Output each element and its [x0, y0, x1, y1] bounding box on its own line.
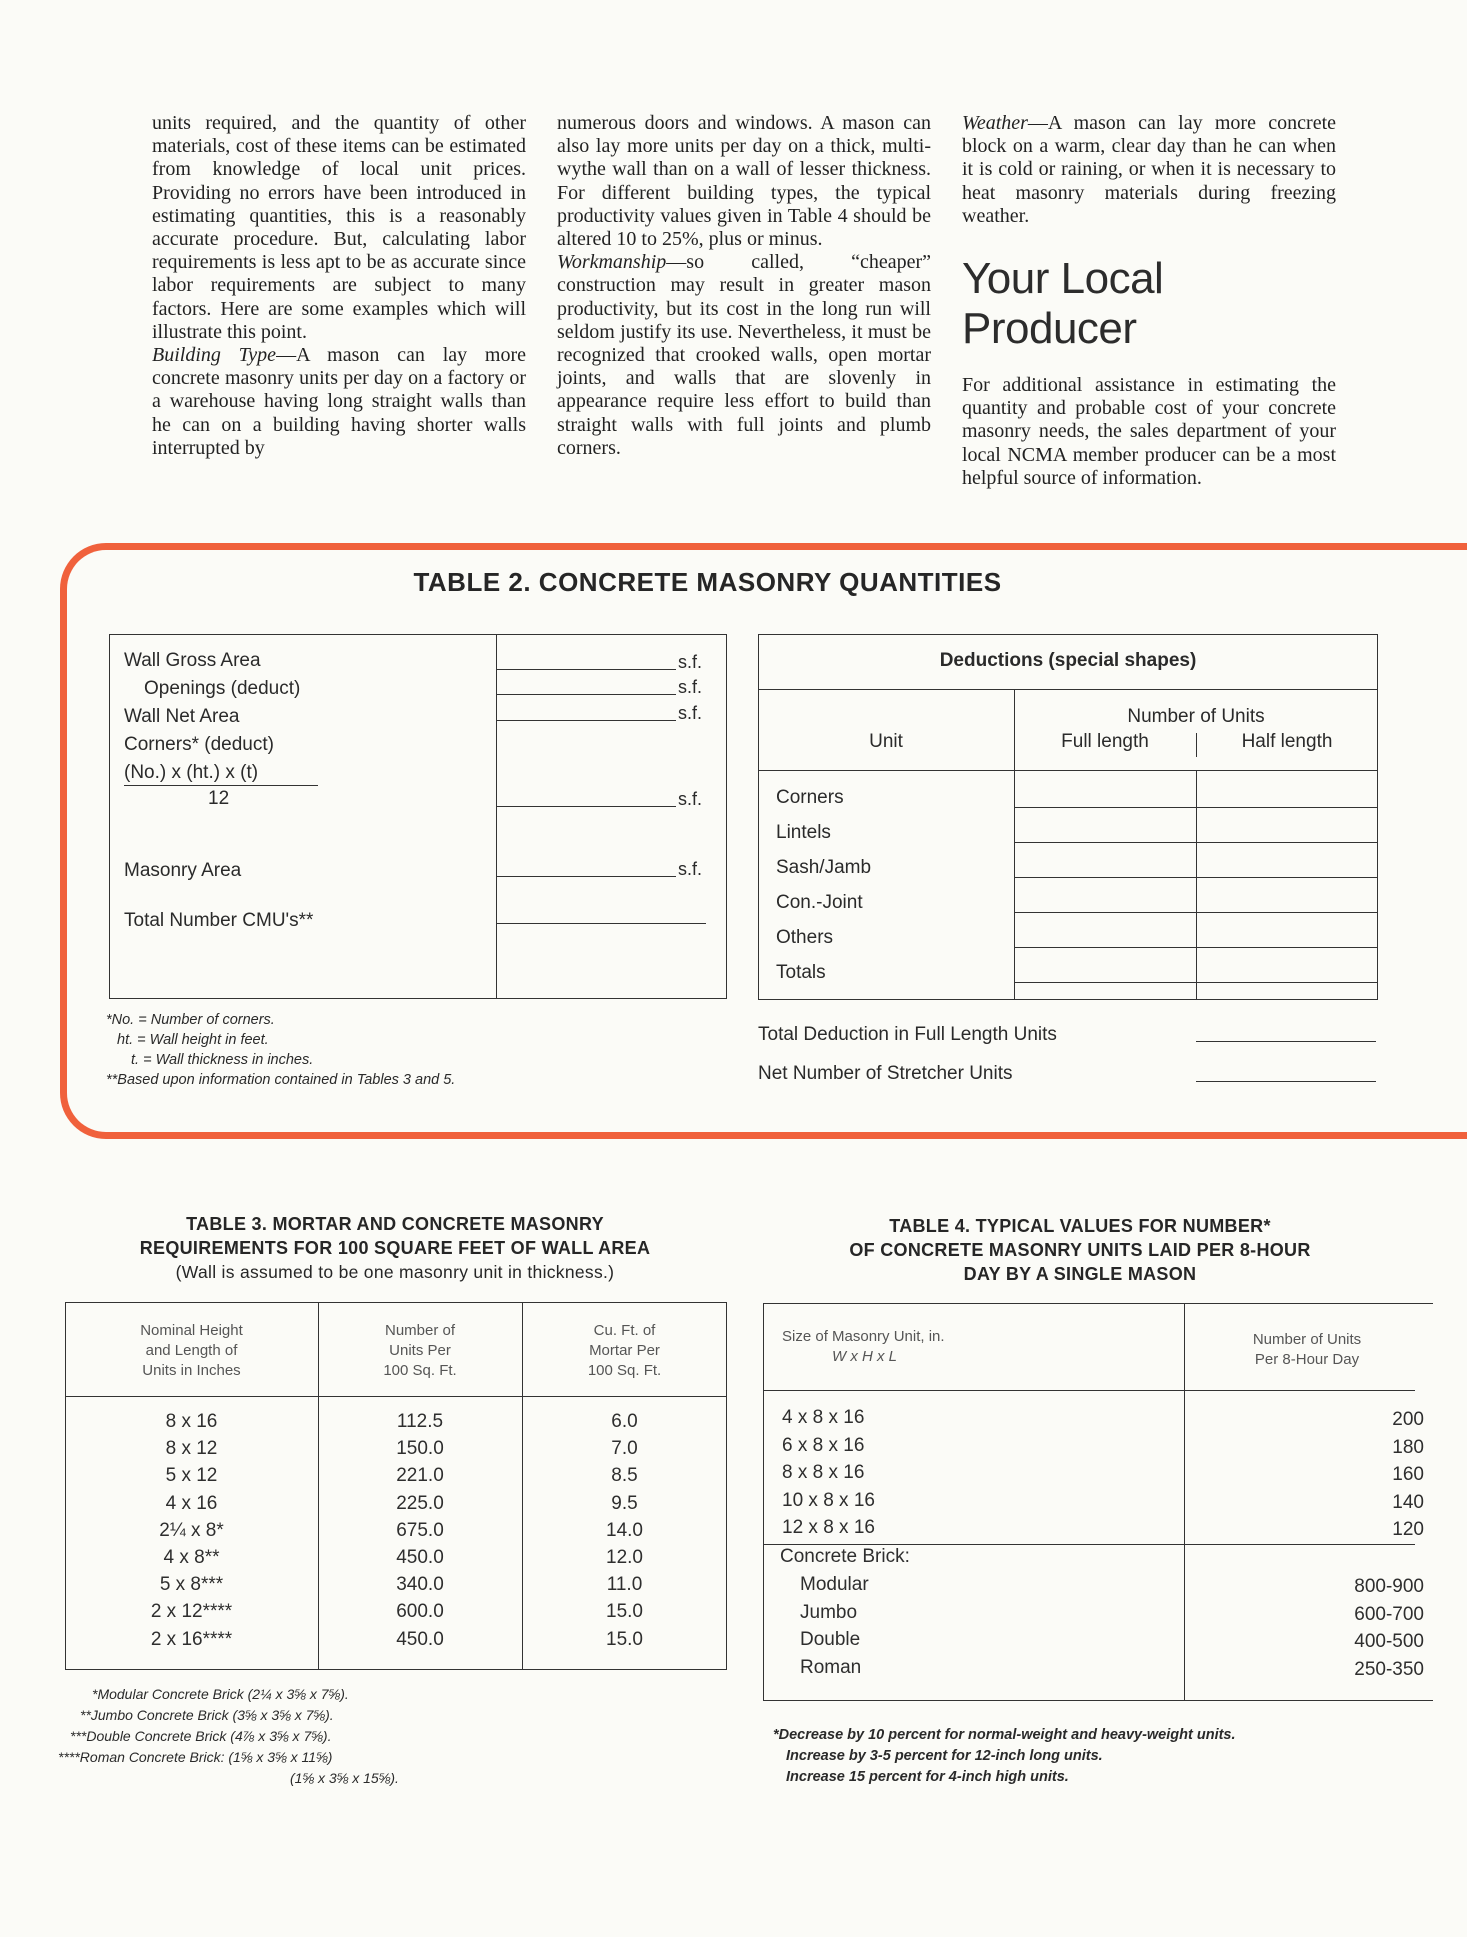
entry-line — [496, 669, 676, 670]
table3-cell: 9.5 — [611, 1492, 638, 1514]
table4-footnote: *Decrease by 10 percent for normal-weight and heavy-weight units. — [773, 1727, 1236, 1743]
table3-cell: 2¼ x 8* — [159, 1519, 224, 1541]
table3-footnote: **Jumbo Concrete Brick (3⅝ x 3⅝ x 7⅝). — [80, 1707, 334, 1723]
table3-cell: 225.0 — [396, 1492, 444, 1514]
unit-sf: s.f. — [678, 703, 703, 723]
row-line — [1014, 877, 1378, 878]
table4-count-cell: 140 — [1392, 1491, 1424, 1513]
table3-cell: 8 x 16 — [165, 1411, 218, 1432]
table2-footnote: t. = Wall thickness in inches. — [131, 1052, 314, 1068]
entry-line — [1196, 1081, 1376, 1082]
divider — [1196, 770, 1197, 1000]
corners-label: Corners* (deduct) — [124, 734, 274, 755]
entry-line — [496, 806, 676, 807]
table3-cell: 8 x 12 — [165, 1438, 218, 1460]
paragraph: Workmanship—so called, “cheaper” construction may result in greater mason productivity, but its cost in the long run will seldom justify its use. Nevertheless, it must be recognized that crooked walls, open mortar joints, and walls that are slovenly in appearance require less effort to build than straight walls with full joints and plumb corners. — [557, 251, 931, 459]
table3-footnote: *Modular Concrete Brick (2¼ x 3⅝ x 7⅝). — [92, 1686, 349, 1702]
table3-title: TABLE 3. MORTAR AND CONCRETE MASONRY REQUIREMENTS FOR 100 SQUARE FEET OF WALL AREA (Wall is assumed to be one masonry unit in thickness.) — [139, 1214, 651, 1282]
table3-cell: 340.0 — [396, 1574, 444, 1596]
paragraph: units required, and the quantity of other materials, cost of these items can be estimated from knowledge of local unit prices. Providing no errors have been introduced in estimating quantities, this is a reasonably accurate procedure. But, calculating labor requirements is less apt to be as accurate since labor requirements are subject to many factors. Here are some examples which will illustrate this point. — [152, 112, 526, 343]
unit-sf: s.f. — [678, 789, 703, 809]
total-cmu-label: Total Number CMU's** — [124, 910, 314, 931]
deduction-row-label: Corners — [776, 787, 844, 808]
table3-cell: 450.0 — [396, 1628, 444, 1650]
table4-size-cell: 12 x 8 x 16 — [782, 1517, 875, 1538]
masonry-area-label: Masonry Area — [124, 860, 242, 881]
formula-denominator: 12 — [208, 788, 230, 809]
deduction-row-label: Lintels — [776, 822, 831, 843]
table4-count-cell: 200 — [1392, 1409, 1424, 1430]
openings-label: Openings (deduct) — [144, 678, 301, 699]
row-line — [1014, 807, 1378, 808]
divider — [496, 634, 497, 999]
table4-brick-cell: Jumbo — [800, 1601, 858, 1623]
entry-line — [1196, 1041, 1376, 1042]
table4-size-cell: 4 x 8 x 16 — [782, 1407, 865, 1428]
table4-header: Number of Units Per 8-Hour Day — [1252, 1331, 1362, 1368]
table2-footnote: ht. = Wall height in feet. — [117, 1032, 269, 1048]
row-line — [758, 770, 1378, 771]
table3-cell: 2 x 12**** — [150, 1601, 233, 1623]
table3-cell: 4 x 8** — [163, 1547, 220, 1568]
table2-title: TABLE 2. CONCRETE MASONRY QUANTITIES — [413, 567, 1002, 597]
table3-footnote: ***Double Concrete Brick (4⅞ x 3⅝ x 7⅝). — [70, 1728, 332, 1744]
table4-count-cell: 160 — [1392, 1464, 1424, 1485]
table4-size-cell: 10 x 8 x 16 — [782, 1489, 875, 1511]
table4-count-cell: 120 — [1392, 1519, 1424, 1540]
unit-header: Unit — [869, 731, 903, 752]
table4-brick-count: 250-350 — [1354, 1658, 1424, 1680]
table3-cell: 112.5 — [396, 1411, 444, 1432]
run-in-heading: Weather — [962, 112, 1028, 134]
table3-cell: 5 x 8*** — [159, 1574, 224, 1596]
table3-cell: 450.0 — [396, 1547, 444, 1568]
brick-header: Concrete Brick: — [780, 1546, 910, 1567]
table3-cell: 5 x 12 — [165, 1465, 218, 1487]
total-deduction-label: Total Deduction in Full Length Units — [758, 1024, 1057, 1045]
run-in-heading: Workmanship — [557, 251, 667, 274]
wall-gross-area-label: Wall Gross Area — [124, 650, 261, 671]
divider — [1014, 689, 1015, 1000]
full-length-header: Full length — [1061, 731, 1149, 752]
table3-footnote: ****Roman Concrete Brick: (1⅝ x 3⅝ x 11⅝) — [58, 1749, 333, 1765]
table3-header: Cu. Ft. of Mortar Per 100 Sq. Ft. — [587, 1322, 662, 1379]
row-line — [758, 689, 1378, 690]
deduction-row-label: Sash/Jamb — [776, 857, 872, 878]
table3-cell: 4 x 16 — [165, 1492, 218, 1514]
table3-cell: 8.5 — [611, 1465, 638, 1487]
table3-cell: 2 x 16**** — [150, 1628, 233, 1650]
paragraph: For additional assistance in estimating the quantity and probable cost of your concrete masonry needs, the sales department of your local NCMA member producer can be a most helpful source of information. — [962, 374, 1336, 489]
run-in-heading: Building Type — [152, 344, 277, 367]
row-line — [1014, 912, 1378, 913]
table3-cell: 150.0 — [396, 1438, 444, 1460]
table3-footnote: (1⅝ x 3⅝ x 15⅝). — [290, 1770, 399, 1786]
table3-cell: 11.0 — [606, 1574, 643, 1596]
text-column-3 — [962, 112, 1336, 490]
table3-header: Number of Units Per 100 Sq. Ft. — [383, 1322, 457, 1379]
table3-cell: 600.0 — [396, 1601, 444, 1623]
divider — [1196, 733, 1197, 757]
table3-header: Nominal Height and Length of Units in Inches — [140, 1322, 243, 1379]
table4-brick-cell: Modular — [800, 1574, 869, 1595]
table4-size-cell: 8 x 8 x 16 — [782, 1462, 865, 1483]
number-of-units-header: Number of Units — [1127, 706, 1265, 727]
table3-cell: 7.0 — [611, 1438, 638, 1460]
unit-sf: s.f. — [678, 652, 703, 672]
header-line — [65, 1396, 727, 1397]
deduction-row-label: Others — [776, 927, 834, 948]
table3-cell: 15.0 — [606, 1601, 643, 1623]
deduction-row-label: Totals — [776, 962, 826, 983]
table3-cell: 15.0 — [606, 1628, 643, 1650]
fraction-bar — [124, 785, 318, 786]
table3-cell: 221.0 — [396, 1465, 444, 1487]
table2-footnote: *No. = Number of corners. — [106, 1012, 275, 1028]
unit-sf: s.f. — [678, 859, 703, 879]
table3-cell: 12.0 — [606, 1547, 643, 1568]
table4-size-cell: 6 x 8 x 16 — [782, 1434, 865, 1456]
paragraph: Weather—A mason can lay more concrete block on a warm, clear day than he can when it is cold or raining, or when it is necessary to heat masonry materials during freezing weather. — [962, 112, 1336, 227]
table2-footnote: **Based upon information contained in Tables 3 and 5. — [106, 1072, 456, 1088]
table3-cell: 14.0 — [606, 1519, 643, 1541]
table4-title: TABLE 4. TYPICAL VALUES FOR NUMBER* OF CONCRETE MASONRY UNITS LAID PER 8-HOUR DAY BY A SINGLE MASON — [849, 1216, 1311, 1284]
table4-footnote: Increase 15 percent for 4-inch high units. — [786, 1769, 1069, 1785]
row-line — [763, 1544, 1415, 1545]
wall-net-area-label: Wall Net Area — [124, 706, 240, 727]
text-column-2 — [557, 112, 931, 460]
header-line — [763, 1390, 1415, 1391]
section-heading: Your Local Producer — [962, 254, 1164, 354]
entry-line — [496, 923, 706, 924]
table4-footnote: Increase by 3-5 percent for 12-inch long units. — [786, 1748, 1103, 1764]
formula-numerator: (No.) x (ht.) x (t) — [124, 762, 259, 783]
table3-cell: 6.0 — [611, 1411, 638, 1432]
unit-sf: s.f. — [678, 677, 703, 697]
table4-count-cell: 180 — [1392, 1436, 1424, 1458]
paragraph: numerous doors and windows. A mason can also lay more units per day on a thick, multi-wythe wall than on a wall of lesser thickness. For different building types, the typical productivity values given in Table 4 should be altered 10 to 25%, plus or minus. — [557, 112, 931, 251]
text-column-1 — [152, 112, 526, 460]
net-stretcher-label: Net Number of Stretcher Units — [758, 1063, 1013, 1084]
table4-header: Size of Masonry Unit, in. W x H x L — [782, 1328, 945, 1365]
table3-cell: 675.0 — [396, 1519, 444, 1541]
row-line — [1014, 982, 1378, 983]
entry-line — [496, 720, 676, 721]
deductions-title: Deductions (special shapes) — [939, 650, 1197, 671]
table4-brick-count: 800-900 — [1354, 1576, 1424, 1597]
paragraph: Building Type—A mason can lay more concrete masonry units per day on a factory or a warehouse having long straight walls than he can on a building having shorter walls interrupted by — [152, 344, 527, 459]
row-line — [1014, 947, 1378, 948]
half-length-header: Half length — [1241, 731, 1333, 752]
deduction-row-label: Con.-Joint — [776, 892, 863, 913]
table4-brick-count: 400-500 — [1354, 1631, 1424, 1652]
entry-line — [496, 694, 676, 695]
table4-brick-count: 600-700 — [1354, 1603, 1424, 1625]
row-line — [1014, 842, 1378, 843]
table4-brick-cell: Roman — [800, 1656, 862, 1678]
entry-line — [496, 876, 676, 877]
table4-brick-cell: Double — [800, 1629, 861, 1650]
